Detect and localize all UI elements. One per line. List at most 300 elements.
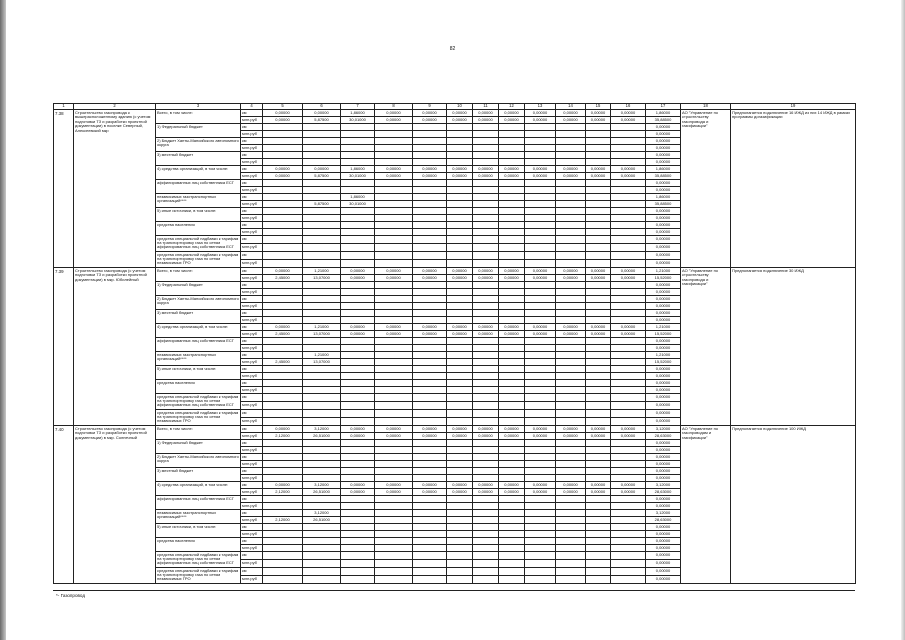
value-cell: 0,00000 <box>611 268 646 275</box>
value-cell <box>525 461 556 468</box>
value-cell <box>341 208 375 215</box>
value-cell <box>586 418 611 426</box>
value-cell: 2,12000 <box>263 433 303 440</box>
total-cell: 0,00000 <box>646 538 681 545</box>
value-cell <box>341 366 375 373</box>
value-cell <box>525 180 556 187</box>
column-number-18: 18 <box>681 104 731 110</box>
value-cell <box>556 394 586 402</box>
value-cell <box>263 552 303 560</box>
value-cell <box>556 208 586 215</box>
value-cell: 0,00000 <box>375 426 413 433</box>
value-cell <box>263 524 303 531</box>
value-cell <box>611 568 646 576</box>
value-cell <box>447 440 473 447</box>
value-cell <box>263 373 303 380</box>
value-cell: 2,45000 <box>263 331 303 338</box>
value-cell <box>341 568 375 576</box>
value-cell <box>525 131 556 138</box>
value-cell <box>586 236 611 244</box>
value-cell <box>413 194 447 201</box>
value-cell: 0,00000 <box>556 268 586 275</box>
value-cell <box>263 229 303 236</box>
value-cell <box>611 152 646 159</box>
value-cell: 0,00000 <box>611 433 646 440</box>
value-cell <box>341 282 375 289</box>
total-cell: 35,88500 <box>646 117 681 124</box>
value-cell <box>556 517 586 524</box>
value-cell <box>263 440 303 447</box>
unit-cell: млн.руб <box>241 173 263 180</box>
value-cell <box>586 229 611 236</box>
value-cell: 30,01000 <box>341 117 375 124</box>
value-cell <box>447 352 473 359</box>
value-cell: 0,00000 <box>447 275 473 282</box>
value-cell <box>447 244 473 252</box>
value-cell <box>413 552 447 560</box>
value-cell <box>586 552 611 560</box>
value-cell: 0,00000 <box>263 268 303 275</box>
value-cell: 1,21000 <box>303 324 341 331</box>
value-cell: 0,00000 <box>525 117 556 124</box>
value-cell <box>413 366 447 373</box>
column-number-6: 6 <box>303 104 341 110</box>
value-cell <box>586 282 611 289</box>
value-cell: 0,00000 <box>341 324 375 331</box>
value-cell <box>586 244 611 252</box>
value-cell <box>375 373 413 380</box>
value-cell: 0,00000 <box>413 489 447 496</box>
column-number-14: 14 <box>556 104 586 110</box>
value-cell <box>556 359 586 366</box>
table-body <box>54 110 856 584</box>
value-cell <box>413 244 447 252</box>
value-cell <box>263 447 303 454</box>
value-cell <box>447 310 473 317</box>
value-cell <box>586 187 611 194</box>
value-cell <box>303 338 341 345</box>
unit-cell: км <box>241 440 263 447</box>
value-cell <box>586 317 611 324</box>
value-cell <box>447 159 473 166</box>
total-cell: 0,00000 <box>646 387 681 394</box>
value-cell <box>303 180 341 187</box>
value-cell: 0,00000 <box>447 331 473 338</box>
value-cell: 0,00000 <box>586 426 611 433</box>
unit-cell: км <box>241 538 263 545</box>
column-number-3: 3 <box>156 104 241 110</box>
value-cell <box>611 236 646 244</box>
total-cell: 0,00000 <box>646 545 681 552</box>
value-cell: 0,00000 <box>447 426 473 433</box>
value-cell <box>341 475 375 482</box>
value-cell <box>556 215 586 222</box>
value-cell: 0,00000 <box>473 275 499 282</box>
footnote: *- Газопровод <box>56 593 86 598</box>
value-cell <box>556 260 586 268</box>
value-cell: 0,00000 <box>499 324 525 331</box>
value-cell <box>556 461 586 468</box>
value-cell <box>303 576 341 584</box>
value-cell <box>499 289 525 296</box>
value-cell <box>499 440 525 447</box>
value-cell <box>556 510 586 517</box>
value-cell: 0,00000 <box>525 166 556 173</box>
value-cell <box>473 124 499 131</box>
value-cell <box>413 461 447 468</box>
value-cell <box>263 215 303 222</box>
value-cell <box>303 454 341 461</box>
value-cell <box>611 552 646 560</box>
value-cell <box>341 461 375 468</box>
value-cell <box>375 352 413 359</box>
value-cell <box>473 496 499 503</box>
value-cell <box>341 215 375 222</box>
unit-cell: млн.руб <box>241 275 263 282</box>
value-cell <box>525 545 556 552</box>
value-cell: 1,86000 <box>341 194 375 201</box>
value-cell: 0,00000 <box>413 110 447 117</box>
value-cell <box>556 545 586 552</box>
value-cell <box>556 538 586 545</box>
value-cell <box>375 387 413 394</box>
value-cell <box>525 366 556 373</box>
value-cell <box>499 252 525 260</box>
value-cell: 3,12000 <box>303 426 341 433</box>
value-cell <box>556 524 586 531</box>
value-cell <box>586 380 611 387</box>
value-cell <box>525 387 556 394</box>
value-cell <box>263 568 303 576</box>
value-cell <box>525 317 556 324</box>
value-cell <box>556 244 586 252</box>
value-cell <box>375 447 413 454</box>
value-cell <box>413 180 447 187</box>
value-cell <box>263 576 303 584</box>
unit-cell: км <box>241 394 263 402</box>
value-cell <box>447 402 473 410</box>
total-cell: 0,00000 <box>646 310 681 317</box>
value-cell <box>499 222 525 229</box>
value-cell <box>341 359 375 366</box>
note-cell: Предполагается подключение 16 ИЖД из них 14 ИЖД в рамках программы догазификации <box>731 110 856 268</box>
value-cell <box>556 447 586 454</box>
value-cell <box>586 145 611 152</box>
funding-source-cell: независимых газотранспортных организаций**** <box>156 194 241 208</box>
value-cell: 0,00000 <box>413 426 447 433</box>
value-cell <box>611 244 646 252</box>
value-cell <box>611 402 646 410</box>
value-cell <box>499 180 525 187</box>
value-cell: 0,00000 <box>413 433 447 440</box>
value-cell <box>303 236 341 244</box>
total-cell: 0,00000 <box>646 576 681 584</box>
value-cell <box>586 461 611 468</box>
funding-source-cell: 4) средства организаций, в том числе: <box>156 166 241 180</box>
organization-cell: АО "Управление по строительству газопровода и газификации" <box>681 110 731 268</box>
scan-edge-left <box>0 0 6 640</box>
value-cell <box>586 159 611 166</box>
column-number-11: 11 <box>473 104 499 110</box>
value-cell <box>525 531 556 538</box>
value-cell: 0,00000 <box>341 275 375 282</box>
value-cell <box>586 215 611 222</box>
value-cell <box>413 236 447 244</box>
unit-cell: км <box>241 380 263 387</box>
value-cell <box>341 496 375 503</box>
value-cell <box>525 338 556 345</box>
total-cell: 0,00000 <box>646 418 681 426</box>
unit-cell: млн.руб <box>241 117 263 124</box>
column-number-5: 5 <box>263 104 303 110</box>
value-cell <box>586 289 611 296</box>
value-cell <box>586 366 611 373</box>
value-cell <box>413 410 447 418</box>
value-cell <box>447 303 473 310</box>
value-cell: 0,00000 <box>499 482 525 489</box>
value-cell <box>447 568 473 576</box>
value-cell <box>303 373 341 380</box>
unit-cell: млн.руб <box>241 229 263 236</box>
table-row <box>54 426 856 433</box>
value-cell: 13,07000 <box>303 275 341 282</box>
value-cell: 0,00000 <box>611 166 646 173</box>
total-cell: 0,00000 <box>646 260 681 268</box>
organization-cell: АО "Управление по газопроводам и газификации" <box>681 426 731 584</box>
value-cell <box>413 252 447 260</box>
total-cell: 0,00000 <box>646 447 681 454</box>
note-cell: Предполагается подключение 100 ИЖД <box>731 426 856 584</box>
value-cell <box>341 410 375 418</box>
value-cell: 0,00000 <box>586 324 611 331</box>
value-cell <box>525 475 556 482</box>
value-cell: 0,00000 <box>611 489 646 496</box>
value-cell <box>473 410 499 418</box>
value-cell <box>447 296 473 303</box>
unit-cell: млн.руб <box>241 373 263 380</box>
value-cell <box>263 468 303 475</box>
value-cell <box>303 468 341 475</box>
value-cell <box>499 296 525 303</box>
value-cell <box>611 282 646 289</box>
value-cell <box>473 418 499 426</box>
value-cell <box>611 524 646 531</box>
table-row <box>54 110 856 117</box>
value-cell <box>473 560 499 568</box>
note-cell: Предполагается подключение 30 ИЖД <box>731 268 856 426</box>
value-cell <box>525 145 556 152</box>
object-name-cell: Строительство газопровода (с учетом подготовки ТЗ и разработки проектной документации) в мкр. Юбилейный <box>74 268 156 426</box>
value-cell <box>263 338 303 345</box>
value-cell <box>611 338 646 345</box>
value-cell <box>611 373 646 380</box>
unit-cell: млн.руб <box>241 260 263 268</box>
value-cell: 1,21000 <box>303 268 341 275</box>
total-cell: 0,00000 <box>646 560 681 568</box>
value-cell <box>586 440 611 447</box>
total-cell: 0,00000 <box>646 289 681 296</box>
value-cell: 0,00000 <box>525 426 556 433</box>
value-cell <box>263 503 303 510</box>
value-cell <box>473 282 499 289</box>
value-cell: 0,00000 <box>525 433 556 440</box>
column-number-17: 17 <box>646 104 681 110</box>
value-cell <box>341 152 375 159</box>
value-cell: 0,00000 <box>586 268 611 275</box>
funding-source-cell: средства специальной надбавки к тарифам на транспортировку газа по сетям независимых ГРО <box>156 410 241 426</box>
value-cell <box>473 145 499 152</box>
value-cell <box>413 187 447 194</box>
value-cell <box>413 215 447 222</box>
value-cell: 0,00000 <box>499 173 525 180</box>
value-cell <box>473 440 499 447</box>
value-cell <box>303 208 341 215</box>
value-cell <box>556 180 586 187</box>
total-cell: 0,00000 <box>646 380 681 387</box>
section-number-cell: 7.40 <box>54 426 74 584</box>
value-cell <box>263 317 303 324</box>
value-cell <box>611 352 646 359</box>
unit-cell: км <box>241 338 263 345</box>
value-cell <box>263 260 303 268</box>
column-number-15: 15 <box>586 104 611 110</box>
value-cell <box>413 359 447 366</box>
value-cell <box>263 510 303 517</box>
value-cell <box>473 260 499 268</box>
unit-cell: км <box>241 152 263 159</box>
value-cell <box>586 252 611 260</box>
funding-source-cell: Всего, в том числе: <box>156 268 241 282</box>
value-cell <box>341 260 375 268</box>
value-cell <box>303 524 341 531</box>
value-cell <box>375 366 413 373</box>
unit-cell: км <box>241 138 263 145</box>
value-cell <box>375 468 413 475</box>
unit-cell: км <box>241 410 263 418</box>
value-cell <box>611 201 646 208</box>
value-cell <box>303 387 341 394</box>
value-cell <box>303 394 341 402</box>
value-cell <box>263 138 303 145</box>
value-cell <box>556 152 586 159</box>
value-cell <box>556 145 586 152</box>
value-cell <box>263 131 303 138</box>
column-number-9: 9 <box>413 104 447 110</box>
value-cell: 0,00000 <box>586 173 611 180</box>
total-cell: 0,00000 <box>646 229 681 236</box>
value-cell <box>375 560 413 568</box>
value-cell <box>447 447 473 454</box>
section-number-cell: 7.39 <box>54 268 74 426</box>
value-cell <box>447 524 473 531</box>
value-cell <box>375 524 413 531</box>
unit-cell: км <box>241 496 263 503</box>
value-cell <box>303 138 341 145</box>
value-cell <box>499 208 525 215</box>
value-cell <box>611 538 646 545</box>
funding-source-cell: 1) Федеральный бюджет <box>156 440 241 454</box>
value-cell: 0,00000 <box>375 489 413 496</box>
value-cell <box>447 208 473 215</box>
value-cell <box>413 468 447 475</box>
value-cell <box>525 394 556 402</box>
value-cell <box>303 552 341 560</box>
value-cell <box>263 560 303 568</box>
value-cell <box>525 222 556 229</box>
value-cell <box>473 229 499 236</box>
value-cell <box>525 359 556 366</box>
value-cell: 0,00000 <box>586 482 611 489</box>
value-cell: 2,12000 <box>263 489 303 496</box>
gasification-program-table <box>53 103 856 584</box>
value-cell: 0,00000 <box>525 173 556 180</box>
value-cell <box>586 124 611 131</box>
value-cell: 0,00000 <box>473 117 499 124</box>
funding-source-cell: средства населения <box>156 538 241 552</box>
value-cell <box>611 418 646 426</box>
value-cell: 0,00000 <box>611 331 646 338</box>
total-cell: 35,88500 <box>646 201 681 208</box>
value-cell <box>473 517 499 524</box>
value-cell <box>525 410 556 418</box>
value-cell <box>263 496 303 503</box>
value-cell <box>447 538 473 545</box>
total-cell: 15,52000 <box>646 359 681 366</box>
value-cell <box>556 345 586 352</box>
value-cell <box>375 145 413 152</box>
value-cell <box>473 152 499 159</box>
value-cell <box>413 531 447 538</box>
value-cell <box>473 194 499 201</box>
value-cell <box>611 296 646 303</box>
value-cell <box>611 229 646 236</box>
value-cell <box>525 510 556 517</box>
value-cell <box>525 440 556 447</box>
value-cell <box>263 380 303 387</box>
unit-cell: млн.руб <box>241 560 263 568</box>
value-cell <box>525 282 556 289</box>
value-cell: 0,00000 <box>341 331 375 338</box>
value-cell: 0,00000 <box>473 489 499 496</box>
value-cell <box>499 138 525 145</box>
value-cell <box>447 576 473 584</box>
value-cell <box>413 402 447 410</box>
unit-cell: км <box>241 166 263 173</box>
value-cell <box>375 510 413 517</box>
value-cell: 0,00000 <box>341 426 375 433</box>
value-cell <box>447 366 473 373</box>
total-cell: 0,00000 <box>646 159 681 166</box>
value-cell <box>447 552 473 560</box>
value-cell <box>413 159 447 166</box>
value-cell <box>447 531 473 538</box>
value-cell <box>303 402 341 410</box>
value-cell <box>586 303 611 310</box>
value-cell <box>556 380 586 387</box>
funding-source-cell: Всего, в том числе: <box>156 426 241 440</box>
unit-cell: млн.руб <box>241 402 263 410</box>
value-cell <box>263 159 303 166</box>
funding-source-cell: 4) средства организаций, в том числе: <box>156 324 241 338</box>
value-cell <box>303 440 341 447</box>
value-cell <box>413 454 447 461</box>
value-cell <box>447 145 473 152</box>
total-cell: 1,21000 <box>646 324 681 331</box>
total-cell: 0,00000 <box>646 208 681 215</box>
total-cell: 35,88500 <box>646 173 681 180</box>
value-cell <box>413 152 447 159</box>
section-number-cell: 7.38 <box>54 110 74 268</box>
